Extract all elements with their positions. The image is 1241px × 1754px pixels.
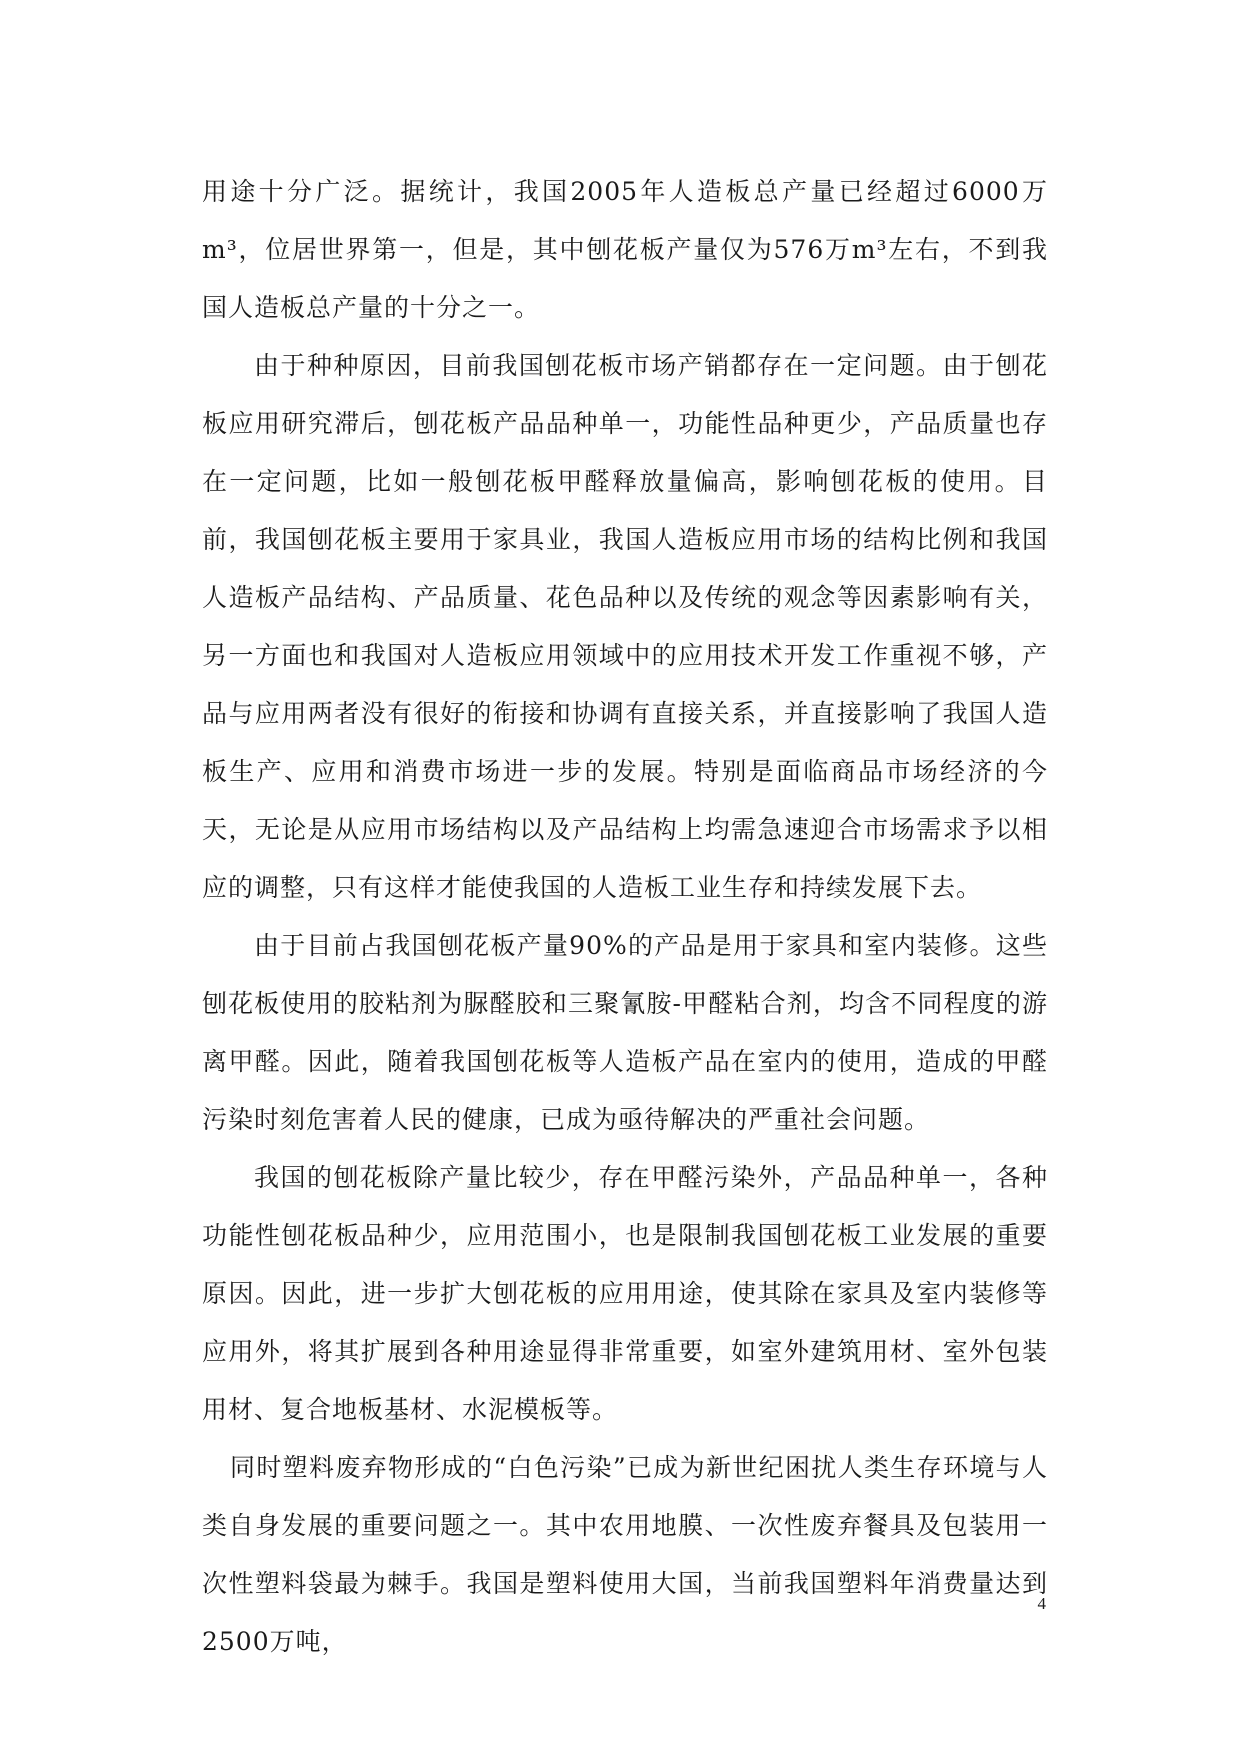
- paragraph-4: 我国的刨花板除产量比较少，存在甲醛污染外，产品品种单一，各种功能性刨花板品种少，应用范围小，也是限制我国刨花板工业发展的重要原因。因此，进一步扩大刨花板的应用用途，使其除在家具及室内装修等应用外，将其扩展到各种用途显得非常重要，如室外建筑用材、室外包装用材、复合地板基材、水泥模板等。: [202, 1163, 1048, 1424]
- paragraph-2: 由于种种原因，目前我国刨花板市场产销都存在一定问题。由于刨花板应用研究滞后，刨花板产品品种单一，功能性品种更少，产品质量也存在一定问题，比如一般刨花板甲醛释放量偏高，影响刨花板的使用。目前，我国刨花板主要用于家具业，我国人造板应用市场的结构比例和我国人造板产品结构、产品质量、花色品种以及传统的观念等因素影响有关，另一方面也和我国对人造板应用领域中的应用技术开发工作重视不够，产品与应用两者没有很好的衔接和协调有直接关系，并直接影响了我国人造板生产、应用和消费市场进一步的发展。特别是面临商品市场经济的今天，无论是从应用市场结构以及产品结构上均需急速迎合市场需求予以相应的调整，只有这样才能使我国的人造板工业生存和持续发展下去。: [202, 351, 1048, 902]
- body-text: [202, 163, 1048, 1671]
- page-number: 4: [1037, 1594, 1046, 1613]
- paragraph-3: 由于目前占我国刨花板产量90%的产品是用于家具和室内装修。这些刨花板使用的胶粘剂为脲醛胶和三聚氰胺-甲醛粘合剂，均含不同程度的游离甲醛。因此，随着我国刨花板等人造板产品在室内的使用，造成的甲醛污染时刻危害着人民的健康，已成为亟待解决的严重社会问题。: [202, 931, 1048, 1134]
- paragraph-1: 用途十分广泛。据统计，我国2005年人造板总产量已经超过6000万m³，位居世界第一，但是，其中刨花板产量仅为576万m³左右，不到我国人造板总产量的十分之一。: [202, 177, 1048, 322]
- paragraph-5: 同时塑料废弃物形成的“白色污染”已成为新世纪困扰人类生存环境与人类自身发展的重要问题之一。其中农用地膜、一次性废弃餐具及包装用一次性塑料袋最为棘手。我国是塑料使用大国，当前我国塑料年消费量达到2500万吨，: [202, 1453, 1048, 1656]
